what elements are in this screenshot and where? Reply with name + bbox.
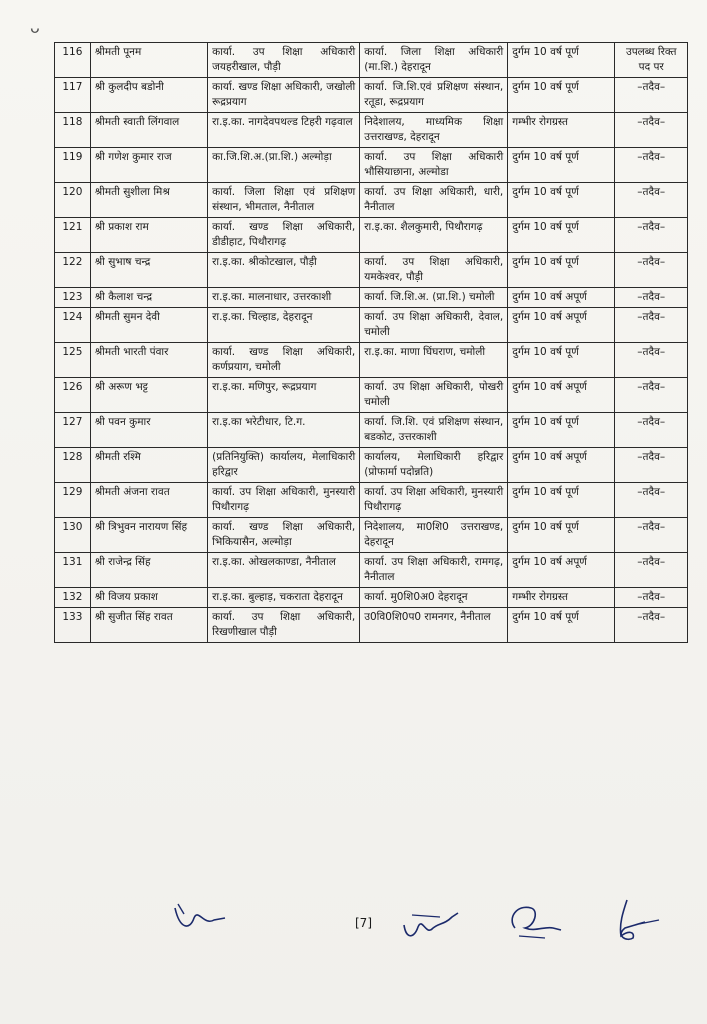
current-posting-cell: का.जि.शि.अ.(प्रा.शि.) अल्मोड़ा xyxy=(208,148,360,183)
table-body xyxy=(55,43,688,643)
employee-name-cell: श्रीमती स्वाती लिंगवाल xyxy=(90,113,207,148)
current-posting-cell: रा.इ.का. नागदेवपथल्ड टिहरी गढ़वाल xyxy=(208,113,360,148)
new-posting-cell: कार्या. जिला शिक्षा अधिकारी (मा.शि.) देहरादून xyxy=(360,43,508,78)
current-posting-cell: रा.इ.का. मणिपुर, रूद्रप्रयाग xyxy=(208,378,360,413)
employee-name-cell: श्री कैलाश चन्द्र xyxy=(90,288,207,308)
signature-3 xyxy=(505,898,565,944)
current-posting-cell: कार्या. उप शिक्षा अधिकारी, रिखणीखाल पौड़ी xyxy=(208,608,360,643)
employee-name-cell: श्री अरूण भट्ट xyxy=(90,378,207,413)
new-posting-cell: उ0वि0शि0प0 रामनगर, नैनीताल xyxy=(360,608,508,643)
current-posting-cell: रा.इ.का. श्रीकोटखाल, पौड़ी xyxy=(208,253,360,288)
new-posting-cell: कार्या. जि.शि. एवं प्रशिक्षण संस्थान, बडकोट, उत्तरकाशी xyxy=(360,413,508,448)
new-posting-cell: कार्या. उप शिक्षा अधिकारी भौसियाछाना, अल्मोडा xyxy=(360,148,508,183)
current-posting-cell: कार्या. खण्ड शिक्षा अधिकारी, कर्णप्रयाग, चमोली xyxy=(208,343,360,378)
table-row xyxy=(55,483,688,518)
serial-number-cell: 121 xyxy=(55,218,91,253)
employee-name-cell: श्री गणेश कुमार राज xyxy=(90,148,207,183)
current-posting-cell: कार्या. जिला शिक्षा एवं प्रशिक्षण संस्थान, भीमताल, नैनीताल xyxy=(208,183,360,218)
current-posting-cell: कार्या. उप शिक्षा अधिकारी, मुनस्यारी पिथौरागढ़ xyxy=(208,483,360,518)
serial-number-cell: 128 xyxy=(55,448,91,483)
current-posting-cell: रा.इ.का. ओखलकाण्डा, नैनीताल xyxy=(208,553,360,588)
table-row xyxy=(55,113,688,148)
current-posting-cell: कार्या. खण्ड शिक्षा अधिकारी, जखोली रूद्रप्रयाग xyxy=(208,78,360,113)
transfer-table xyxy=(54,42,688,643)
serial-number-cell: 131 xyxy=(55,553,91,588)
employee-name-cell: श्री सुजीत सिंह रावत xyxy=(90,608,207,643)
remark-cell: –तदैव– xyxy=(615,553,688,588)
new-posting-cell: निदेशालय, मा0शि0 उत्तराखण्ड, देहरादून xyxy=(360,518,508,553)
serial-number-cell: 126 xyxy=(55,378,91,413)
remark-cell: –तदैव– xyxy=(615,448,688,483)
table-row xyxy=(55,413,688,448)
new-posting-cell: कार्या. जि.शि.एवं प्रशिक्षण संस्थान, रतूडा, रूद्रप्रयाग xyxy=(360,78,508,113)
corner-mark: ᴗ xyxy=(30,18,40,37)
transfer-reason-cell: दुर्गम 10 वर्ष अपूर्ण xyxy=(508,308,615,343)
transfer-reason-cell: दुर्गम 10 वर्ष पूर्ण xyxy=(508,43,615,78)
serial-number-cell: 130 xyxy=(55,518,91,553)
new-posting-cell: रा.इ.का. माणा घिंघराण, चमोली xyxy=(360,343,508,378)
new-posting-cell: कार्या. उप शिक्षा अधिकारी, देवाल, चमोली xyxy=(360,308,508,343)
remark-cell: –तदैव– xyxy=(615,413,688,448)
signature-4 xyxy=(605,896,665,944)
remark-cell: –तदैव– xyxy=(615,253,688,288)
remark-cell: उपलब्ध रिक्त पद पर xyxy=(615,43,688,78)
remark-cell: –तदैव– xyxy=(615,308,688,343)
current-posting-cell: कार्या. खण्ड शिक्षा अधिकारी, भिकियासैन, अल्मोड़ा xyxy=(208,518,360,553)
transfer-reason-cell: दुर्गम 10 वर्ष पूर्ण xyxy=(508,253,615,288)
transfer-reason-cell: दुर्गम 10 वर्ष अपूर्ण xyxy=(508,553,615,588)
remark-cell: –तदैव– xyxy=(615,113,688,148)
serial-number-cell: 119 xyxy=(55,148,91,183)
employee-name-cell: श्री पवन कुमार xyxy=(90,413,207,448)
remark-cell: –तदैव– xyxy=(615,148,688,183)
current-posting-cell: कार्या. उप शिक्षा अधिकारी जयहरीखाल, पौड़ी xyxy=(208,43,360,78)
table-row xyxy=(55,218,688,253)
new-posting-cell: कार्या. उप शिक्षा अधिकारी, यमकेश्वर, पौड़ी xyxy=(360,253,508,288)
page-number: [7] xyxy=(355,916,372,930)
transfer-reason-cell: दुर्गम 10 वर्ष अपूर्ण xyxy=(508,378,615,413)
current-posting-cell: रा.इ.का. बुल्हाड़, चकराता देहरादून xyxy=(208,588,360,608)
employee-name-cell: श्री राजेन्द्र सिंह xyxy=(90,553,207,588)
transfer-reason-cell: दुर्गम 10 वर्ष पूर्ण xyxy=(508,518,615,553)
remark-cell: –तदैव– xyxy=(615,343,688,378)
employee-name-cell: श्री विजय प्रकाश xyxy=(90,588,207,608)
remark-cell: –तदैव– xyxy=(615,518,688,553)
table-row xyxy=(55,608,688,643)
table-row xyxy=(55,518,688,553)
signature-2 xyxy=(400,905,470,945)
employee-name-cell: श्रीमती रश्मि xyxy=(90,448,207,483)
new-posting-cell: कार्या. उप शिक्षा अधिकारी, रामगढ़, नैनीताल xyxy=(360,553,508,588)
remark-cell: –तदैव– xyxy=(615,483,688,518)
serial-number-cell: 120 xyxy=(55,183,91,218)
table-row xyxy=(55,448,688,483)
transfer-reason-cell: दुर्गम 10 वर्ष पूर्ण xyxy=(508,78,615,113)
new-posting-cell: कार्या. उप शिक्षा अधिकारी, धारी, नैनीताल xyxy=(360,183,508,218)
remark-cell: –तदैव– xyxy=(615,608,688,643)
table-row xyxy=(55,253,688,288)
remark-cell: –तदैव– xyxy=(615,288,688,308)
serial-number-cell: 122 xyxy=(55,253,91,288)
signature-1 xyxy=(170,900,230,936)
current-posting-cell: रा.इ.का. मालनाधार, उत्तरकाशी xyxy=(208,288,360,308)
serial-number-cell: 125 xyxy=(55,343,91,378)
new-posting-cell: कार्यालय, मेलाधिकारी हरिद्वार (प्रोफार्मा पदोन्नति) xyxy=(360,448,508,483)
serial-number-cell: 133 xyxy=(55,608,91,643)
table-row xyxy=(55,553,688,588)
transfer-reason-cell: दुर्गम 10 वर्ष अपूर्ण xyxy=(508,448,615,483)
table-row xyxy=(55,588,688,608)
employee-name-cell: श्री कुलदीप बडोनी xyxy=(90,78,207,113)
employee-name-cell: श्रीमती सुमन देवी xyxy=(90,308,207,343)
current-posting-cell: (प्रतिनियुक्ति) कार्यालय, मेलाधिकारी हरिद्वार xyxy=(208,448,360,483)
employee-name-cell: श्री प्रकाश राम xyxy=(90,218,207,253)
employee-name-cell: श्रीमती भारती पंवार xyxy=(90,343,207,378)
transfer-reason-cell: दुर्गम 10 वर्ष पूर्ण xyxy=(508,483,615,518)
new-posting-cell: कार्या. मु0शि0अ0 देहरादून xyxy=(360,588,508,608)
current-posting-cell: रा.इ.का भरेटीधार, टि.ग. xyxy=(208,413,360,448)
transfer-reason-cell: गम्भीर रोगग्रस्त xyxy=(508,588,615,608)
serial-number-cell: 123 xyxy=(55,288,91,308)
employee-name-cell: श्रीमती पूनम xyxy=(90,43,207,78)
employee-name-cell: श्री सुभाष चन्द्र xyxy=(90,253,207,288)
serial-number-cell: 117 xyxy=(55,78,91,113)
transfer-reason-cell: दुर्गम 10 वर्ष पूर्ण xyxy=(508,413,615,448)
transfer-reason-cell: दुर्गम 10 वर्ष पूर्ण xyxy=(508,343,615,378)
employee-name-cell: श्रीमती अंजना रावत xyxy=(90,483,207,518)
new-posting-cell: रा.इ.का. शैलकुमारी, पिथौरागढ़ xyxy=(360,218,508,253)
remark-cell: –तदैव– xyxy=(615,78,688,113)
serial-number-cell: 118 xyxy=(55,113,91,148)
table-row xyxy=(55,148,688,183)
transfer-reason-cell: गम्भीर रोगग्रस्त xyxy=(508,113,615,148)
serial-number-cell: 116 xyxy=(55,43,91,78)
table-row xyxy=(55,43,688,78)
remark-cell: –तदैव– xyxy=(615,183,688,218)
new-posting-cell: कार्या. जि.शि.अ. (प्रा.शि.) चमोली xyxy=(360,288,508,308)
serial-number-cell: 127 xyxy=(55,413,91,448)
serial-number-cell: 129 xyxy=(55,483,91,518)
new-posting-cell: निदेशालय, माध्यमिक शिक्षा उत्तराखण्ड, देहरादून xyxy=(360,113,508,148)
transfer-reason-cell: दुर्गम 10 वर्ष अपूर्ण xyxy=(508,288,615,308)
remark-cell: –तदैव– xyxy=(615,378,688,413)
remark-cell: –तदैव– xyxy=(615,218,688,253)
new-posting-cell: कार्या. उप शिक्षा अधिकारी, पोखरी चमोली xyxy=(360,378,508,413)
serial-number-cell: 132 xyxy=(55,588,91,608)
new-posting-cell: कार्या. उप शिक्षा अधिकारी, मुनस्यारी पिथौरागढ़ xyxy=(360,483,508,518)
employee-name-cell: श्रीमती सुशीला मिश्र xyxy=(90,183,207,218)
table-row xyxy=(55,343,688,378)
transfer-reason-cell: दुर्गम 10 वर्ष पूर्ण xyxy=(508,608,615,643)
transfer-reason-cell: दुर्गम 10 वर्ष पूर्ण xyxy=(508,218,615,253)
transfer-reason-cell: दुर्गम 10 वर्ष पूर्ण xyxy=(508,148,615,183)
current-posting-cell: कार्या. खण्ड शिक्षा अधिकारी, डीडीहाट, पिथौरागढ़ xyxy=(208,218,360,253)
employee-name-cell: श्री त्रिभुवन नारायण सिंह xyxy=(90,518,207,553)
table-row xyxy=(55,78,688,113)
transfer-reason-cell: दुर्गम 10 वर्ष पूर्ण xyxy=(508,183,615,218)
serial-number-cell: 124 xyxy=(55,308,91,343)
table-row xyxy=(55,308,688,343)
table-row xyxy=(55,183,688,218)
table-row xyxy=(55,378,688,413)
table-row xyxy=(55,288,688,308)
current-posting-cell: रा.इ.का. चिल्हाड, देहरादून xyxy=(208,308,360,343)
remark-cell: –तदैव– xyxy=(615,588,688,608)
